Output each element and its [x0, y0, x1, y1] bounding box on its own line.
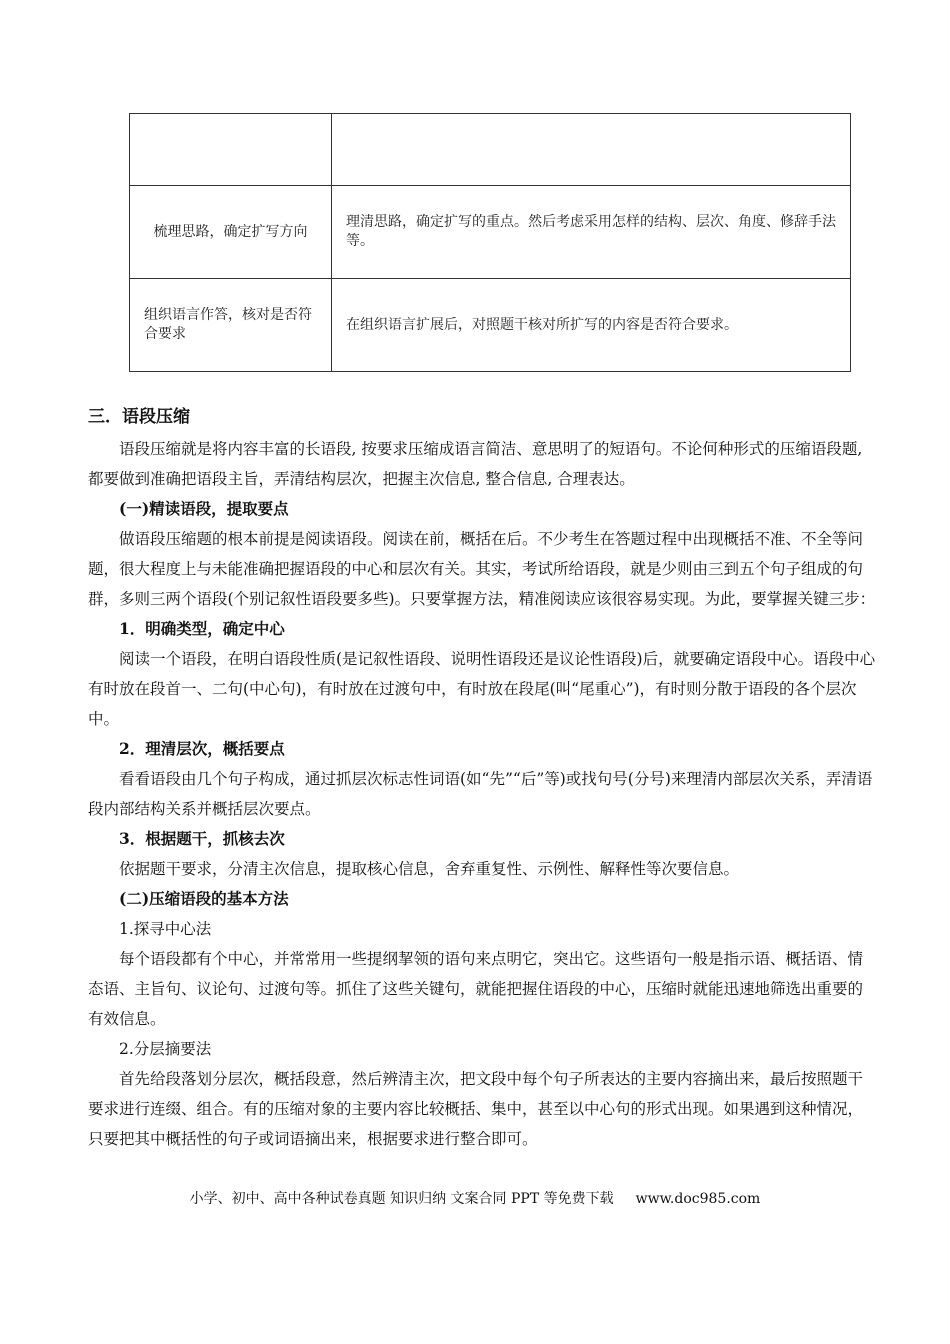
paragraph: 每个语段都有个中心，并常常用一些提纲挈领的语句来点明它，突出它。这些语句一般是指示语、概括语、情态语、主旨句、议论句、过渡句等。抓住了这些关键句，就能把握住语段的中心，压缩时就能迅速地筛选出重要的有效信息。: [88, 950, 864, 1028]
subsection-heading: (二)压缩语段的基本方法: [119, 889, 289, 908]
table-cell-description: 理清思路，确定扩写的重点。然后考虑采用怎样的结构、层次、角度、修辞手法等。: [332, 186, 851, 279]
paragraph: 做语段压缩题的根本前提是阅读语段。阅读在前，概括在后。不少考生在答题过程中出现概括不准、不全等问题，很大程度上与未能准确把握语段的中心和层次有关。其实，考试所给语段，就是少则由三到五个句子组成的句群，多则三两个语段(个别记叙性语段要多些)。只要掌握方法，精准阅读应该很容易实现。为此，要掌握关键三步：: [88, 530, 876, 608]
paragraph: 首先给段落划分层次，概括段意，然后辨清主次，把文段中每个句子所表达的主要内容摘出来，最后按照题干要求进行连缀、组合。有的压缩对象的主要内容比较概括、集中，甚至以中心句的形式出现。如果遇到这种情况，只要把其中概括性的句子或词语摘出来，根据要求进行整合即可。: [88, 1070, 864, 1148]
subsection-heading: (一)精读语段，提取要点: [119, 499, 289, 518]
step-heading: 3．根据题干，抓核去次: [119, 829, 285, 848]
footer-url[interactable]: www.doc985.com: [635, 1191, 761, 1207]
paragraph: 依据题干要求，分清主次信息，提取核心信息，舍弃重复性、示例性、解释性等次要信息。: [119, 860, 740, 878]
table-row: [130, 279, 851, 372]
method-heading: 2.分层摘要法: [119, 1040, 212, 1058]
table-cell-description: [332, 114, 851, 186]
table-cell-step: 梳理思路，确定扩写方向: [130, 186, 332, 279]
table-row: [130, 186, 851, 279]
table-cell-step: [130, 114, 332, 186]
document-body: [88, 400, 878, 1154]
table-cell-description: 在组织语言扩展后，对照题干核对所扩写的内容是否符合要求。: [332, 279, 851, 372]
step-heading: 1．明确类型，确定中心: [119, 619, 285, 638]
footer-text: 小学、初中、高中各种试卷真题 知识归纳 文案合同 PPT 等免费下载: [189, 1191, 614, 1207]
table-row: [130, 114, 851, 186]
page-footer: [0, 1188, 950, 1210]
method-heading: 1.探寻中心法: [119, 920, 212, 938]
paragraph: 阅读一个语段，在明白语段性质(是记叙性语段、说明性语段还是议论性语段)后，就要确定语段中心。语段中心有时放在段首一、二句(中心句)，有时放在过渡句中，有时放在段尾(叫“尾重心”)，有时则分散于语段的各个层次中。: [88, 650, 876, 728]
section-heading: 三．语段压缩: [88, 407, 190, 427]
section-intro: 语段压缩就是将内容丰富的长语段, 按要求压缩成语言简洁、意思明了的短语句。不论何种形式的压缩语段题, 都要做到准确把语段主旨，弄清结构层次，把握主次信息, 整合信息, 合理表达。: [88, 440, 863, 488]
paragraph: 看看语段由几个句子构成，通过抓层次标志性词语(如“先”“后”等)或找句号(分号)来理清内部层次关系，弄清语段内部结构关系并概括层次要点。: [88, 770, 873, 818]
method-table: [129, 113, 851, 372]
table-cell-step: 组织语言作答，核对是否符合要求: [130, 279, 332, 372]
step-heading: 2．理清层次，概括要点: [119, 739, 285, 758]
